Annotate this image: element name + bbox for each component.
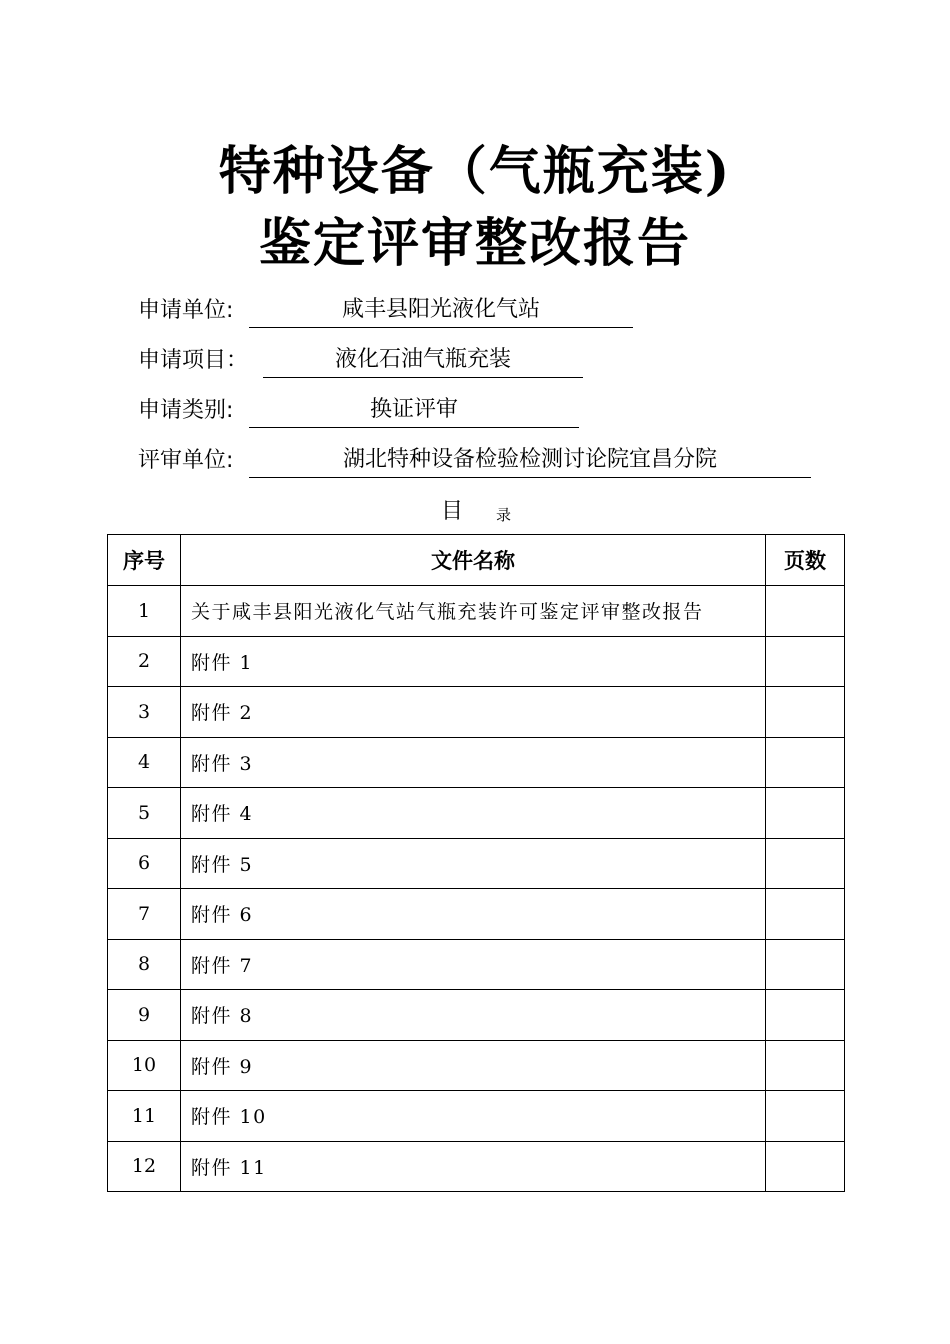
table-row xyxy=(108,636,845,687)
row-file-name: 附件 7 xyxy=(181,939,766,990)
column-header-number: 序号 xyxy=(108,535,181,586)
row-number: 4 xyxy=(108,737,181,788)
field-label: 评审单位: xyxy=(138,448,234,473)
row-number: 1 xyxy=(108,586,181,637)
row-pages xyxy=(766,687,845,738)
row-number: 5 xyxy=(108,788,181,839)
toc-table xyxy=(107,534,845,1192)
row-file-name: 附件 1 xyxy=(181,636,766,687)
row-pages xyxy=(766,1141,845,1192)
row-file-name: 附件 5 xyxy=(181,838,766,889)
column-header-pages: 页数 xyxy=(766,535,845,586)
row-pages xyxy=(766,737,845,788)
report-title-line-2: 鉴定评审整改报告 xyxy=(258,213,691,274)
row-file-name: 附件 9 xyxy=(181,1040,766,1091)
row-file-name: 附件 3 xyxy=(181,737,766,788)
column-header-file-name: 文件名称 xyxy=(181,535,766,586)
row-pages xyxy=(766,1040,845,1091)
row-file-name: 附件 11 xyxy=(181,1141,766,1192)
row-number: 2 xyxy=(108,636,181,687)
row-file-name: 附件 4 xyxy=(181,788,766,839)
toc-header-row xyxy=(108,535,845,586)
table-row xyxy=(108,737,845,788)
row-file-name: 附件 6 xyxy=(181,889,766,940)
row-pages xyxy=(766,838,845,889)
row-file-name: 附件 10 xyxy=(181,1091,766,1142)
row-number: 6 xyxy=(108,838,181,889)
field-application-type xyxy=(138,394,658,428)
table-row xyxy=(108,788,845,839)
field-value: 换证评审 xyxy=(249,394,579,428)
row-number: 10 xyxy=(108,1040,181,1091)
field-review-unit xyxy=(138,444,828,478)
row-pages xyxy=(766,889,845,940)
row-number: 12 xyxy=(108,1141,181,1192)
table-row xyxy=(108,687,845,738)
row-number: 11 xyxy=(108,1091,181,1142)
row-file-name: 附件 2 xyxy=(181,687,766,738)
toc-heading-char-2: 录 xyxy=(496,506,512,524)
table-row xyxy=(108,1091,845,1142)
field-label: 申请类别: xyxy=(138,398,234,423)
table-row xyxy=(108,1141,845,1192)
row-number: 8 xyxy=(108,939,181,990)
table-row xyxy=(108,889,845,940)
row-number: 9 xyxy=(108,990,181,1041)
table-row xyxy=(108,939,845,990)
field-value: 液化石油气瓶充装 xyxy=(263,344,583,378)
row-pages xyxy=(766,939,845,990)
row-pages xyxy=(766,788,845,839)
toc-heading-char-1: 目 xyxy=(441,499,464,524)
table-row xyxy=(108,990,845,1041)
field-label: 申请项目： xyxy=(138,348,249,373)
row-file-name: 附件 8 xyxy=(181,990,766,1041)
table-row xyxy=(108,838,845,889)
row-number: 7 xyxy=(108,889,181,940)
field-applicant-item xyxy=(138,344,658,378)
toc-heading xyxy=(0,494,950,524)
field-value: 湖北特种设备检验检测讨论院宜昌分院 xyxy=(249,444,811,478)
field-label: 申请单位: xyxy=(138,298,234,323)
row-file-name: 关于咸丰县阳光液化气站气瓶充装许可鉴定评审整改报告 xyxy=(181,586,766,637)
table-row xyxy=(108,1040,845,1091)
row-pages xyxy=(766,636,845,687)
row-pages xyxy=(766,1091,845,1142)
report-title-line-1: 特种设备（气瓶充装) xyxy=(218,141,732,202)
row-pages xyxy=(766,990,845,1041)
field-value: 咸丰县阳光液化气站 xyxy=(249,294,633,328)
row-number: 3 xyxy=(108,687,181,738)
table-row xyxy=(108,586,845,637)
row-pages xyxy=(766,586,845,637)
field-applicant-unit xyxy=(138,294,658,328)
